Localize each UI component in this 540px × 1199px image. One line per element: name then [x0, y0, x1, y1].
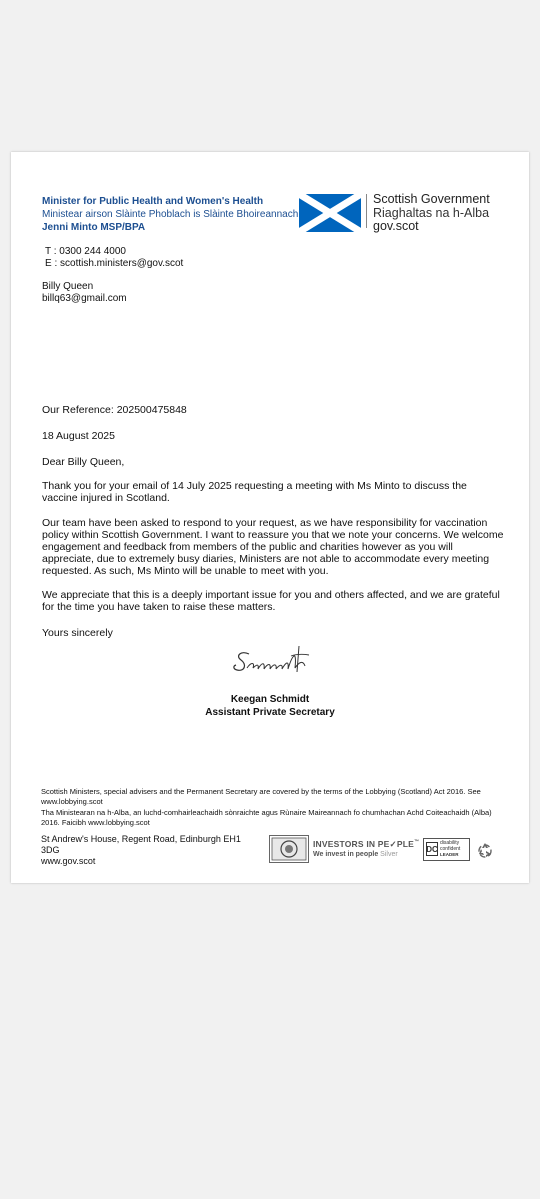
- letter-page: [11, 152, 529, 883]
- recycle-icon: [476, 841, 494, 859]
- org-name: Scottish Government: [373, 192, 490, 206]
- iip-subline: [313, 851, 398, 858]
- footer-address-line2: 3DG: [41, 845, 60, 855]
- body-paragraph-2: Our team have been asked to respond to your request, as we have responsibility for vaccination policy within Scottish Government. I want to reassure you that we note your concerns. We welcome engagement and feedback from members of the public and charities however as you will appreciate, due to extremely busy diaries, Ministers are not able to accommodate every meeting requested. As such, Ms Minto will be unable to meet with you.: [42, 517, 504, 577]
- signatory-name: Keegan Schmidt: [230, 694, 310, 705]
- handwritten-signature: [227, 642, 327, 682]
- salutation: Dear Billy Queen,: [42, 456, 125, 468]
- contact-phone: T : 0300 244 4000: [45, 246, 126, 257]
- investors-in-people-logo: [313, 839, 419, 850]
- minister-title-gaelic: Ministear airson Slàinte Phoblach is Slàinte Bhoireannach: [42, 209, 299, 220]
- footer-lobbying-gaelic: Tha Ministearan na h-Alba, an luchd-comhairleachaidh sònraichte agus Rùnaire Maireannach fo chumhachan Achd Coiteachaidh (Alba) 2016. Faicibh www.lobbying.scot: [41, 808, 492, 827]
- saltire-flag-icon: [299, 194, 361, 232]
- footer-website: www.gov.scot: [41, 856, 96, 866]
- disability-confident-icon: [426, 842, 438, 856]
- iip-level: Silver: [380, 851, 398, 858]
- accreditation-badge: [269, 835, 309, 863]
- closing: Yours sincerely: [42, 627, 113, 639]
- iip-title: INVESTORS IN PE✓PLE: [313, 839, 414, 849]
- org-url: gov.scot: [373, 219, 419, 233]
- footer-address-line1: St Andrew's House, Regent Road, Edinburgh EH1: [41, 834, 241, 844]
- recipient-name: Billy Queen: [42, 281, 94, 292]
- iip-subtitle: We invest in people: [313, 851, 379, 858]
- body-paragraph-3: We appreciate that this is a deeply important issue for you and others affected, and we are grateful for the time you have taken to raise these matters.: [42, 589, 500, 613]
- minister-name: Jenni Minto MSP/BPA: [42, 222, 146, 233]
- minister-title: Minister for Public Health and Women's Health: [42, 196, 264, 207]
- recipient-email: billq63@gmail.com: [42, 293, 127, 304]
- contact-email: E : scottish.ministers@gov.scot: [45, 258, 184, 269]
- letter-date: 18 August 2025: [42, 430, 115, 442]
- crest-icon: [270, 836, 308, 862]
- org-name-gaelic: Riaghaltas na h-Alba: [373, 206, 490, 220]
- reference-number: Our Reference: 202500475848: [42, 404, 187, 416]
- disability-confident-badge: [423, 838, 470, 861]
- iip-trademark: ™: [413, 839, 420, 845]
- logo-divider: [366, 194, 367, 228]
- svg-text:DC: DC: [426, 845, 438, 854]
- body-paragraph-1: Thank you for your email of 14 July 2025 requesting a meeting with Ms Minto to discuss the vaccine injured in Scotland.: [42, 480, 467, 504]
- footer-lobbying-english: Scottish Ministers, special advisers and the Permanent Secretary are covered by the terms of the Lobbying (Scotland) Act 2016. See www.lobbying.scot: [41, 787, 481, 806]
- disability-line3: LEADER: [440, 852, 459, 857]
- disability-line1: disability: [440, 840, 460, 846]
- disability-line2: confident: [440, 846, 461, 852]
- signatory-title: Assistant Private Secretary: [205, 707, 335, 718]
